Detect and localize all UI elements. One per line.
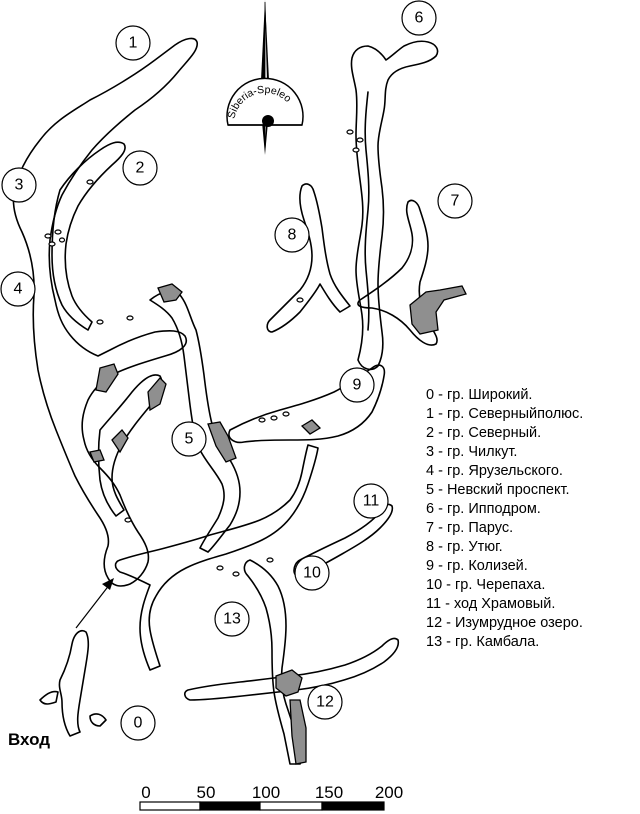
- scale-tick-label: 0: [141, 783, 151, 802]
- legend-item: 4 - гр. Ярузельского.: [426, 463, 563, 479]
- pillar: [49, 242, 55, 246]
- scale-tick-label: 200: [374, 783, 404, 802]
- scale-segment: [200, 802, 260, 810]
- pillar: [297, 298, 303, 302]
- logo-text: Siberia-Speleo: [225, 83, 294, 120]
- marker-11[interactable]: [354, 484, 388, 518]
- marker-12-label: 12: [316, 693, 334, 711]
- marker-7-label: 7: [450, 192, 460, 210]
- pillar: [55, 230, 61, 234]
- marker-13[interactable]: [215, 602, 249, 636]
- pillar: [267, 558, 273, 562]
- passage-south-central: [116, 445, 319, 670]
- legend-item: 12 - Изумрудное озеро.: [426, 615, 583, 631]
- lake-parus: [410, 286, 466, 334]
- entrance-indicator: [8, 578, 114, 749]
- marker-10[interactable]: [295, 556, 329, 590]
- marker-2[interactable]: [123, 151, 157, 185]
- marker-3[interactable]: [2, 168, 36, 202]
- legend-item: 11 - ход Храмовый.: [426, 596, 556, 612]
- scale-segment: [140, 802, 200, 810]
- pillar: [127, 316, 133, 320]
- passage-north-west: [13, 38, 197, 586]
- marker-5-label: 5: [184, 430, 194, 448]
- legend: [426, 387, 583, 650]
- marker-0-label: 0: [133, 714, 143, 732]
- pillar: [353, 148, 359, 152]
- lake-emerald-channel: [290, 700, 306, 764]
- marker-11-label: 11: [362, 492, 380, 510]
- lake-north: [158, 284, 182, 302]
- legend-item: 2 - гр. Северный.: [426, 425, 542, 441]
- lake-nevsky: [208, 422, 236, 462]
- lake-kolizei: [302, 420, 320, 434]
- marker-3-label: 3: [14, 176, 24, 194]
- pillar: [60, 238, 65, 242]
- passage-north-west-inner: [52, 142, 125, 330]
- marker-13-label: 13: [223, 610, 241, 628]
- pillar: [217, 566, 223, 570]
- marker-12[interactable]: [308, 685, 342, 719]
- north-arrow-white-half-icon: [265, 2, 268, 150]
- legend-item: 13 - гр. Камбала.: [426, 634, 540, 650]
- legend-item: 5 - Невский проспект.: [426, 482, 570, 498]
- marker-1[interactable]: [116, 26, 150, 60]
- passage-entrance: [40, 631, 106, 736]
- legend-item: 8 - гр. Утюг.: [426, 539, 503, 555]
- pillar: [271, 416, 277, 420]
- scale-bar: [140, 783, 403, 810]
- marker-7[interactable]: [438, 184, 472, 218]
- marker-0[interactable]: [121, 706, 155, 740]
- marker-5[interactable]: [172, 422, 206, 456]
- north-arrow-logo: [226, 0, 303, 155]
- scale-tick-label: 150: [314, 783, 344, 802]
- legend-item: 1 - гр. Северныйполюс.: [426, 406, 584, 422]
- legend-item: 6 - гр. Ипподром.: [426, 501, 541, 517]
- marker-4-label: 4: [13, 280, 23, 298]
- scale-segment: [322, 802, 384, 810]
- legend-item: 9 - гр. Колизей.: [426, 558, 528, 574]
- legend-item: 10 - гр. Черепаха.: [426, 577, 546, 593]
- marker-6[interactable]: [402, 1, 436, 35]
- pillar: [125, 518, 131, 522]
- pillar: [347, 130, 353, 134]
- pillar: [283, 412, 289, 416]
- marker-6-label: 6: [414, 9, 424, 27]
- scale-tick-label: 50: [196, 783, 216, 802]
- lake-left-3: [90, 450, 104, 462]
- scale-segment: [260, 802, 322, 810]
- pillar: [233, 572, 239, 576]
- lake-left-2: [112, 430, 128, 452]
- legend-item: 7 - гр. Парус.: [426, 520, 514, 536]
- scale-tick-label: 100: [251, 783, 281, 802]
- marker-9-label: 9: [352, 376, 362, 394]
- marker-4[interactable]: [1, 272, 35, 306]
- legend-item: 0 - гр. Широкий.: [426, 387, 533, 403]
- passage-utyug: [267, 184, 350, 332]
- pillar: [45, 234, 51, 238]
- marker-10-label: 10: [303, 564, 321, 582]
- legend-item: 3 - гр. Чилкут.: [426, 444, 518, 460]
- marker-8-label: 8: [287, 226, 297, 244]
- marker-1-label: 1: [128, 34, 138, 52]
- marker-2-label: 2: [135, 159, 145, 177]
- pillar: [357, 138, 363, 142]
- marker-8[interactable]: [275, 218, 309, 252]
- pillar: [259, 418, 265, 422]
- pillar: [97, 320, 103, 324]
- cave-passages: [13, 38, 437, 764]
- pillar: [87, 180, 93, 184]
- marker-9[interactable]: [340, 368, 374, 402]
- lake-west: [96, 364, 118, 392]
- entrance-label: Вход: [8, 730, 51, 749]
- lake-left-1: [148, 378, 166, 410]
